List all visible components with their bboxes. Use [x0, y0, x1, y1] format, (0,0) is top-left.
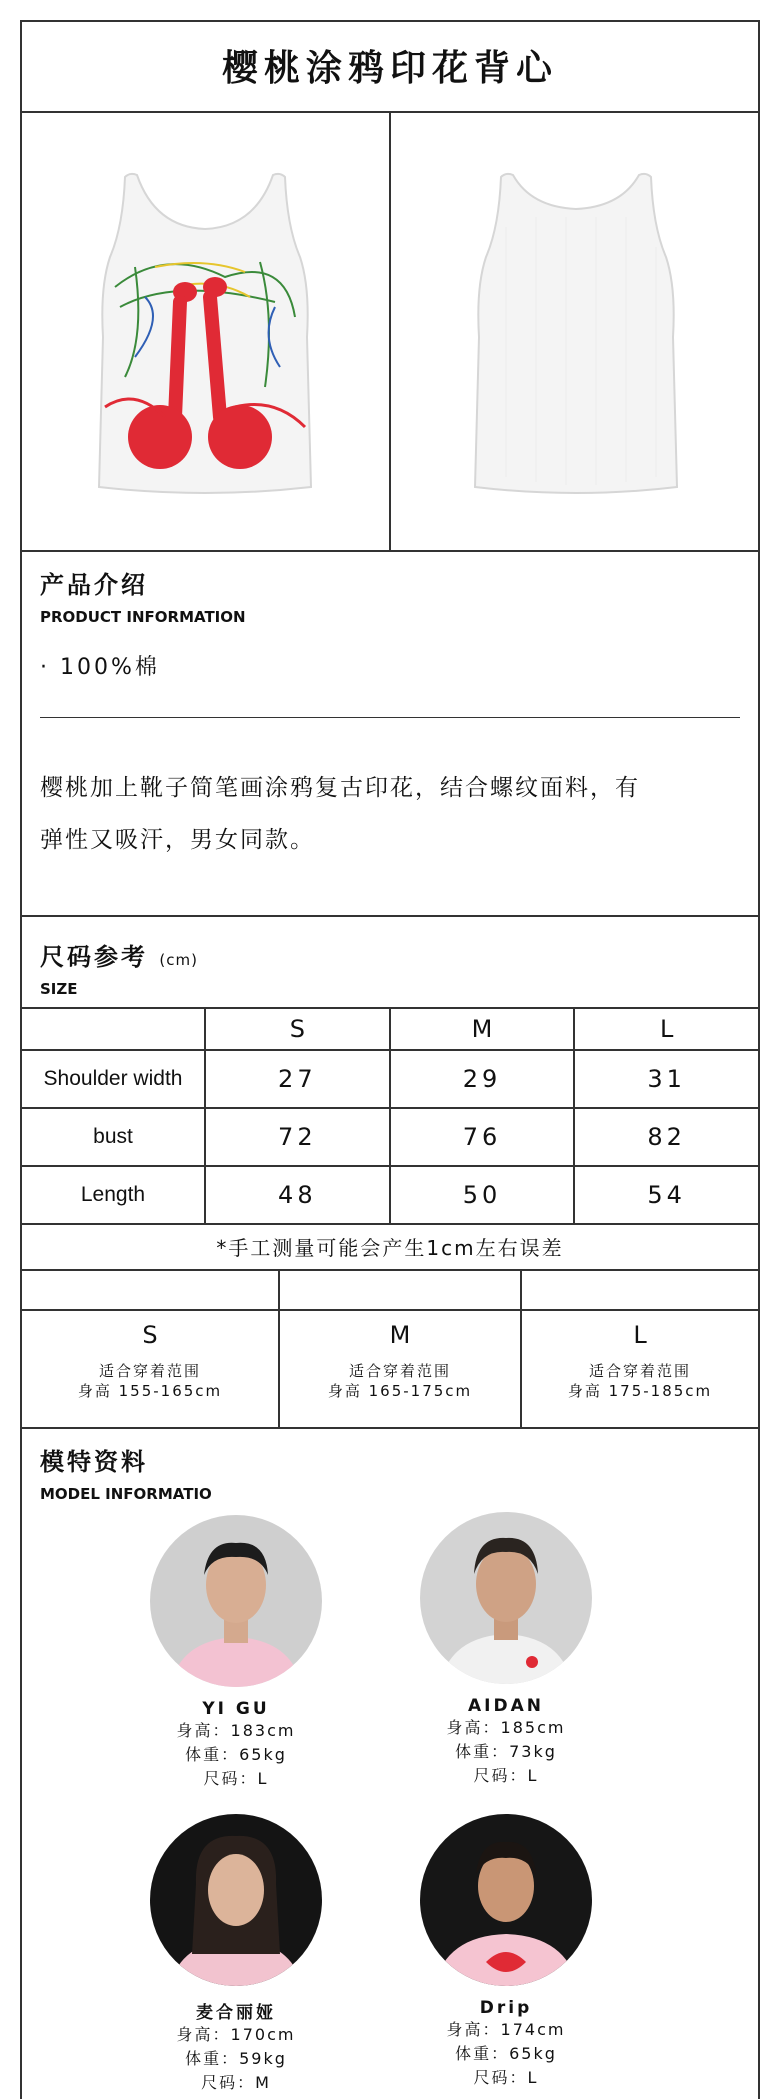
product-heading-en: PRODUCT INFORMATION [40, 608, 246, 626]
table-row [21, 1050, 759, 1108]
model-size: 尺码：L [473, 2068, 539, 2087]
product-info-heading [40, 565, 246, 626]
table-cell: 50 [390, 1166, 575, 1224]
model-weight: 体重：73kg [455, 1742, 557, 1761]
fit-label: 适合穿着范围 [588, 1362, 691, 1380]
size-table [20, 1007, 760, 1225]
model-height: 身高：170cm [176, 2025, 296, 2044]
fit-height: 身高 175-185cm [567, 1382, 713, 1400]
model-height: 身高：185cm [446, 1718, 566, 1737]
table-cell: 76 [390, 1108, 575, 1166]
avatar [420, 1814, 592, 1986]
fit-height: 身高 165-175cm [327, 1382, 473, 1400]
product-description [40, 762, 740, 866]
row-label-bust: bust [21, 1108, 205, 1166]
fit-range-table [20, 1269, 760, 1429]
model-name: YI GU [202, 1699, 270, 1719]
fit-size: L [633, 1321, 647, 1349]
model-size: 尺码：L [473, 1766, 539, 1785]
measurement-note: *手工测量可能会产生1cm左右误差 [216, 1235, 564, 1260]
size-heading [40, 937, 198, 998]
description-line-2: 弹性又吸汗，男女同款。 [40, 827, 315, 853]
model-card [116, 1814, 356, 2095]
model-weight: 体重：65kg [185, 1745, 287, 1764]
size-header-l: L [574, 1008, 759, 1050]
product-heading-cn: 产品介绍 [40, 571, 148, 599]
model-name: 麦合丽娅 [196, 2003, 276, 2023]
fit-size: M [389, 1321, 411, 1349]
model-heading [40, 1442, 212, 1503]
model-photo [420, 1814, 592, 1986]
row-label-shoulder: Shoulder width [21, 1050, 205, 1108]
description-line-1: 樱桃加上靴子简笔画涂鸦复古印花，结合螺纹面料，有 [40, 775, 640, 801]
table-cell: 27 [205, 1050, 390, 1108]
avatar [150, 1515, 322, 1687]
size-header-row [21, 1008, 759, 1050]
model-name: Drip [479, 1998, 533, 2018]
back-photo-cell [391, 113, 760, 550]
size-unit: (cm) [159, 951, 198, 969]
table-row [21, 1166, 759, 1224]
fit-row [21, 1310, 759, 1428]
fit-label: 适合穿着范围 [98, 1362, 201, 1380]
avatar [150, 1814, 322, 1986]
fit-cell-s [21, 1310, 279, 1428]
tank-top-back-image [446, 167, 706, 497]
tank-top-front-image [75, 167, 335, 497]
product-photos [20, 113, 760, 552]
size-header-m: M [390, 1008, 575, 1050]
fit-cell-m [279, 1310, 521, 1428]
model-height: 身高：183cm [176, 1721, 296, 1740]
model-card [116, 1515, 356, 1791]
fit-height: 身高 155-165cm [77, 1382, 223, 1400]
section-divider [20, 915, 760, 917]
row-label-length: Length [21, 1166, 205, 1224]
size-heading-en: SIZE [40, 980, 78, 998]
table-cell: 72 [205, 1108, 390, 1166]
table-row [21, 1108, 759, 1166]
fit-size: S [142, 1321, 158, 1349]
model-size: 尺码：L [203, 1769, 269, 1788]
table-cell: 31 [574, 1050, 759, 1108]
model-card [386, 1814, 626, 2090]
model-photo [150, 1515, 322, 1687]
table-cell: 29 [390, 1050, 575, 1108]
model-weight: 体重：59kg [185, 2049, 287, 2068]
fit-blank-row [21, 1270, 759, 1310]
page-title: 樱桃涂鸦印花背心 [20, 20, 760, 113]
model-heading-en: MODEL INFORMATIO [40, 1485, 212, 1503]
table-cell: 54 [574, 1166, 759, 1224]
size-header-s: S [205, 1008, 390, 1050]
model-height: 身高：174cm [446, 2020, 566, 2039]
model-name: AIDAN [468, 1696, 544, 1716]
model-photo [150, 1814, 322, 1986]
table-cell: 48 [205, 1166, 390, 1224]
front-photo-cell [20, 113, 391, 550]
table-cell: 82 [574, 1108, 759, 1166]
model-weight: 体重：65kg [455, 2044, 557, 2063]
model-size: 尺码：M [201, 2073, 271, 2092]
size-heading-cn: 尺码参考 [40, 943, 148, 971]
fit-label: 适合穿着范围 [348, 1362, 451, 1380]
fit-cell-l [521, 1310, 759, 1428]
model-photo [420, 1512, 592, 1684]
material-line: · 100%棉 [40, 655, 160, 680]
divider [40, 717, 740, 718]
avatar [420, 1512, 592, 1684]
model-heading-cn: 模特资料 [40, 1448, 148, 1476]
model-card [386, 1512, 626, 1788]
size-header-empty [21, 1008, 205, 1050]
